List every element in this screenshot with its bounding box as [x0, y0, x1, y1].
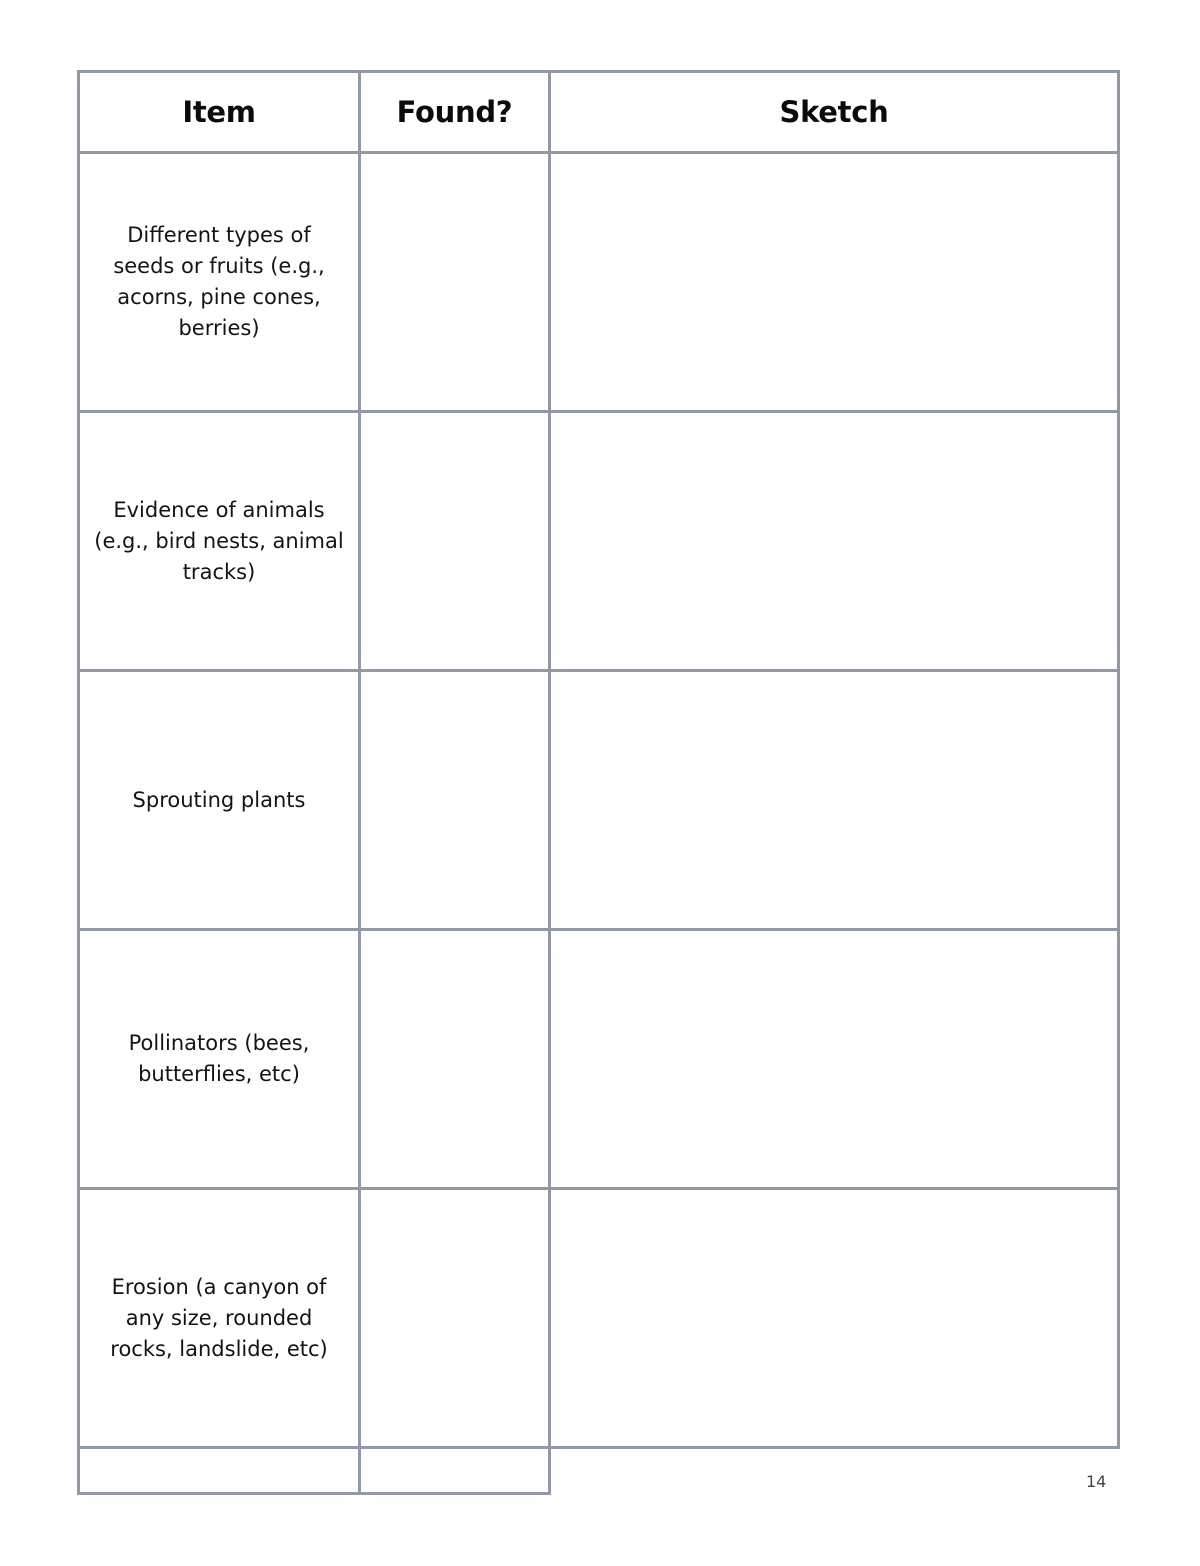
item-label: Evidence of animals (e.g., bird nests, animal tracks) — [94, 497, 344, 584]
table-row-item-cell — [77, 410, 361, 672]
sketch-cell[interactable] — [548, 410, 1120, 672]
table-row-item-cell — [77, 151, 361, 413]
found-cell[interactable] — [358, 410, 551, 672]
item-label: Different types of seeds or fruits (e.g., acorns, pine cones, berries) — [113, 223, 325, 340]
header-sketch-label: Sketch — [779, 95, 889, 129]
header-found — [358, 70, 551, 154]
table-row-item-cell — [77, 928, 361, 1190]
found-cell-continued — [358, 1446, 551, 1495]
table-row-item-cell — [77, 669, 361, 931]
header-sketch — [548, 70, 1120, 154]
found-cell[interactable] — [358, 1187, 551, 1449]
sketch-cell[interactable] — [548, 1187, 1120, 1449]
found-cell[interactable] — [358, 928, 551, 1190]
item-label: Erosion (a canyon of any size, rounded rocks, landslide, etc) — [110, 1274, 328, 1361]
page-number: 14 — [1086, 1472, 1107, 1491]
sketch-cell[interactable] — [548, 928, 1120, 1190]
found-cell[interactable] — [358, 151, 551, 413]
item-label: Sprouting plants — [132, 787, 306, 812]
item-label: Pollinators (bees, butterflies, etc) — [128, 1031, 310, 1086]
sketch-cell[interactable] — [548, 669, 1120, 931]
found-cell[interactable] — [358, 669, 551, 931]
sketch-cell[interactable] — [548, 151, 1120, 413]
table-row-item-cell — [77, 1187, 361, 1449]
header-item-label: Item — [182, 95, 256, 129]
header-item — [77, 70, 361, 154]
item-cell-continued — [77, 1446, 361, 1495]
header-found-label: Found? — [396, 95, 513, 129]
